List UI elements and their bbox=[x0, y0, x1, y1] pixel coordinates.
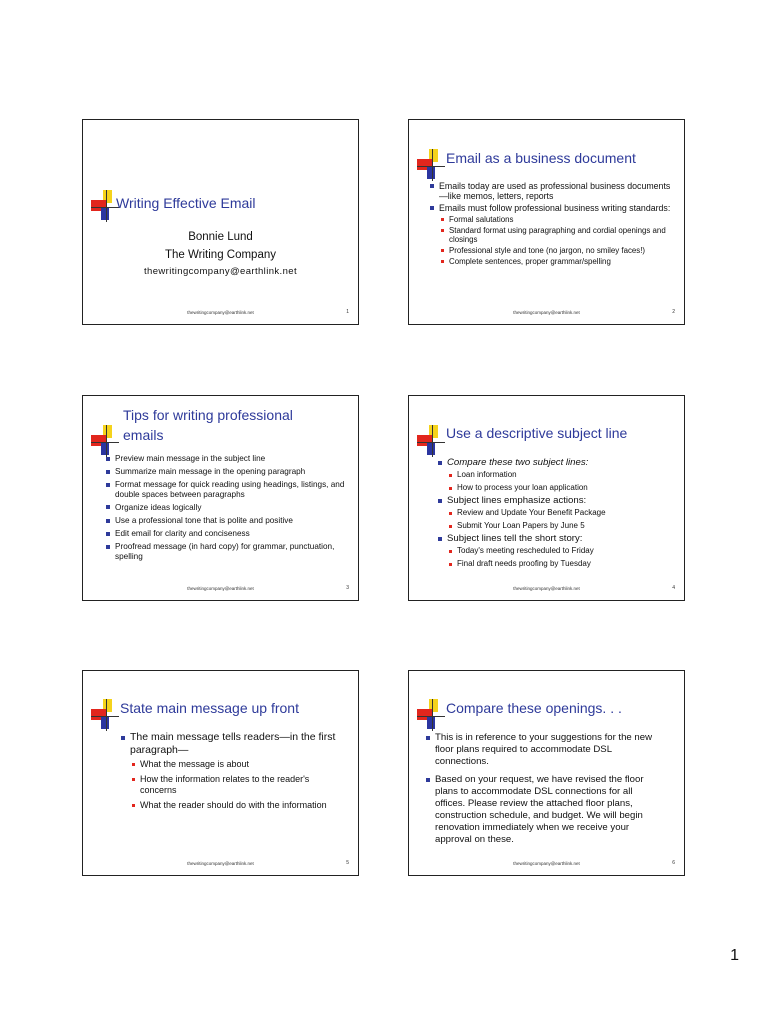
list-item: Summarize main message in the opening paragraph bbox=[105, 467, 346, 476]
slide-footer: thewritingcompany@earthlink.net bbox=[513, 586, 580, 591]
list-item: What the message is about bbox=[132, 759, 344, 770]
list-item: Use a professional tone that is polite and positive bbox=[105, 516, 346, 525]
list-item: How the information relates to the reader's concerns bbox=[132, 774, 344, 796]
list-item: Submit Your Loan Papers by June 5 bbox=[449, 521, 672, 531]
slide-title: Use a descriptive subject line bbox=[446, 425, 628, 441]
slide-decoration bbox=[91, 425, 119, 457]
slide-title: State main message up front bbox=[120, 700, 299, 716]
list-item: Emails today are used as professional business documents—like memos, letters, reports bbox=[429, 181, 672, 201]
list-item: Edit email for clarity and conciseness bbox=[105, 529, 346, 538]
list-item: Proofread message (in hard copy) for grammar, punctuation, spelling bbox=[105, 542, 346, 560]
slide-footer: thewritingcompany@earthlink.net bbox=[513, 861, 580, 866]
slide-number: 2 bbox=[672, 309, 675, 315]
list-item: Loan information bbox=[449, 470, 672, 480]
slide-title: Writing Effective Email bbox=[116, 195, 256, 211]
list-item: Preview main message in the subject line bbox=[105, 454, 346, 463]
list-item: Today's meeting rescheduled to Friday bbox=[449, 546, 672, 556]
slide-3 bbox=[82, 395, 359, 601]
list-item: This is in reference to your suggestions for the new floor plans required to accommodate DSL connections. bbox=[425, 732, 664, 768]
list-item: Format message for quick reading using headings, listings, and double spaces between paragraphs bbox=[105, 480, 346, 498]
slide-1 bbox=[82, 119, 359, 325]
list-item: Formal salutations bbox=[441, 215, 672, 224]
slide-number: 4 bbox=[672, 585, 675, 591]
slide-2 bbox=[408, 119, 685, 325]
slide-decoration bbox=[91, 190, 119, 222]
slide-number: 5 bbox=[346, 860, 349, 866]
list-item: Final draft needs proofing by Tuesday bbox=[449, 559, 672, 569]
slide-decoration bbox=[417, 699, 445, 731]
company-name: The Writing Company bbox=[165, 249, 276, 261]
list-item: Organize ideas logically bbox=[105, 503, 346, 512]
slide-decoration bbox=[91, 699, 119, 731]
list-item: Complete sentences, proper grammar/spelling bbox=[441, 257, 672, 266]
slide-5 bbox=[82, 670, 359, 876]
list-item: Emails must follow professional business writing standards: Formal salutations Standard format using paragraphing and cordial openings and closings Professional style and tone (no jargon, no smiley faces!) Complete sentences, proper grammar/spelling bbox=[429, 203, 672, 266]
list-item: Standard format using paragraphing and cordial openings and closings bbox=[441, 226, 672, 244]
slide-title: Tips for writing professional emails bbox=[123, 407, 293, 443]
slide-number: 1 bbox=[346, 309, 349, 315]
list-item: Based on your request, we have revised the floor plans to accommodate DSL connections for all offices. Please review the attached floor plans, construction schedule, and budget. We will begin renovation immediately when we receive your approval on these. bbox=[425, 774, 664, 846]
slide-4 bbox=[408, 395, 685, 601]
contact-email: thewritingcompany@earthlink.net bbox=[143, 266, 297, 277]
list-item: Subject lines tell the short story: Today's meeting rescheduled to Friday Final draft needs proofing by Tuesday bbox=[437, 533, 672, 569]
list-item: What the reader should do with the information bbox=[132, 800, 344, 811]
list-item: Subject lines emphasize actions: Review and Update Your Benefit Package Submit Your Loan Papers by June 5 bbox=[437, 495, 672, 531]
slide-footer: thewritingcompany@earthlink.net bbox=[187, 861, 254, 866]
list-item: Compare these two subject lines: Loan information How to process your loan application bbox=[437, 457, 672, 493]
slide-footer: thewritingcompany@earthlink.net bbox=[187, 310, 254, 315]
list-item: How to process your loan application bbox=[449, 483, 672, 493]
page-number: 1 bbox=[730, 947, 739, 964]
slide-number: 3 bbox=[346, 585, 349, 591]
slide-title: Email as a business document bbox=[446, 150, 636, 166]
author-name: Bonnie Lund bbox=[188, 231, 253, 243]
list-item: The main message tells readers—in the first paragraph— What the message is about How the information relates to the reader's concerns What the reader should do with the information bbox=[120, 731, 344, 811]
slide-footer: thewritingcompany@earthlink.net bbox=[513, 310, 580, 315]
slide-footer: thewritingcompany@earthlink.net bbox=[187, 586, 254, 591]
slide-number: 6 bbox=[672, 860, 675, 866]
slide-title: Compare these openings. . . bbox=[446, 700, 622, 716]
list-item: Professional style and tone (no jargon, no smiley faces!) bbox=[441, 246, 672, 255]
slide-decoration bbox=[417, 425, 445, 457]
slide-6 bbox=[408, 670, 685, 876]
list-item: Review and Update Your Benefit Package bbox=[449, 508, 672, 518]
slide-decoration bbox=[417, 149, 445, 181]
